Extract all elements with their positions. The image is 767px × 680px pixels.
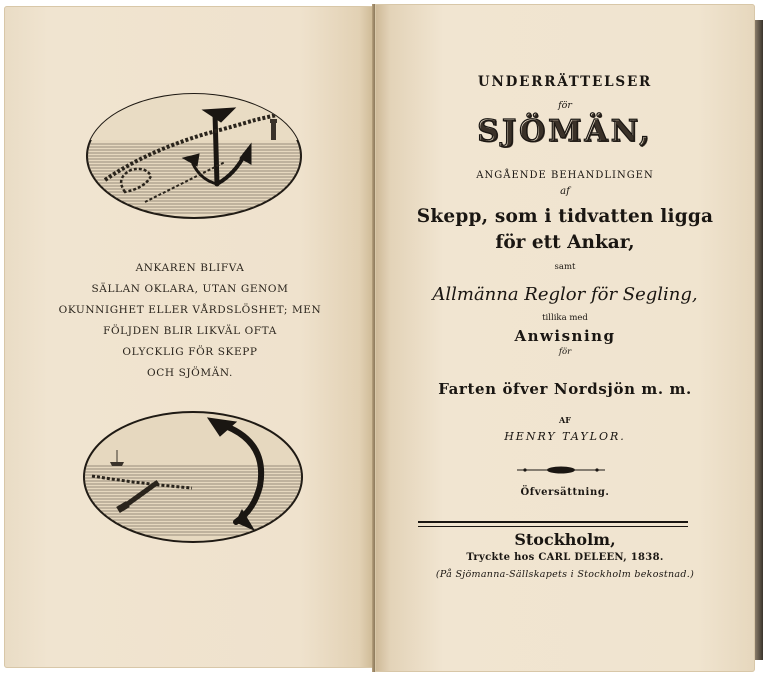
title-line-skepp: Skepp, som i tidvatten ligga — [416, 206, 714, 227]
author-name: HENRY TAYLOR. — [504, 430, 626, 443]
title-line-reglor: Allmänna Reglor för Segling, — [432, 284, 698, 305]
title-for-1: för — [558, 100, 572, 111]
inscription-line: SÄLLAN OKLARA, UTAN GENOM — [91, 283, 289, 295]
imprint-rule-thick — [418, 521, 688, 523]
ornament-rule — [515, 465, 607, 475]
title-for-2: för — [558, 347, 572, 357]
inscription-line: OCH SJÖMÄN. — [147, 367, 233, 379]
inscription-line: OLYCKLIG FÖR SKEPP — [122, 346, 258, 358]
title-farten: Farten öfver Nordsjön m. m. — [438, 380, 692, 398]
translation-note: Öfversättning. — [520, 487, 610, 498]
anchor-engraving-bottom — [82, 410, 304, 544]
inscription-line: ANKAREN BLIFVA — [135, 262, 245, 274]
anchor-engraving-top — [85, 92, 303, 220]
imprint-note: (På Sjömanna-Sällskapets i Stockholm bekostnad.) — [435, 569, 695, 580]
title-subtitle: ANGÅENDE BEHANDLINGEN — [476, 170, 654, 181]
page-edge-shadow — [755, 20, 763, 660]
left-page-inscription — [40, 258, 340, 384]
title-samt: samt — [554, 262, 576, 272]
main-title: SJÖMÄN, — [477, 114, 653, 149]
imprint-place: Stockholm, — [514, 530, 616, 549]
title-heading: UNDERRÄTTELSER — [477, 74, 653, 90]
inscription-line: FÖLJDEN BLIR LIKVÄL OFTA — [103, 325, 277, 337]
imprint-printer: Tryckte hos CARL DELEEN, 1838. — [466, 552, 664, 563]
title-anvisning: Anwisning — [514, 327, 616, 345]
imprint-rule-thin — [418, 526, 688, 527]
title-line-ankar: för ett Ankar, — [495, 232, 635, 253]
title-tillika: tillika med — [542, 313, 588, 323]
title-af: af — [560, 186, 570, 197]
inscription-line: OKUNNIGHET ELLER VÅRDSLÖSHET; MEN — [58, 304, 322, 316]
title-av: AF — [559, 415, 571, 425]
